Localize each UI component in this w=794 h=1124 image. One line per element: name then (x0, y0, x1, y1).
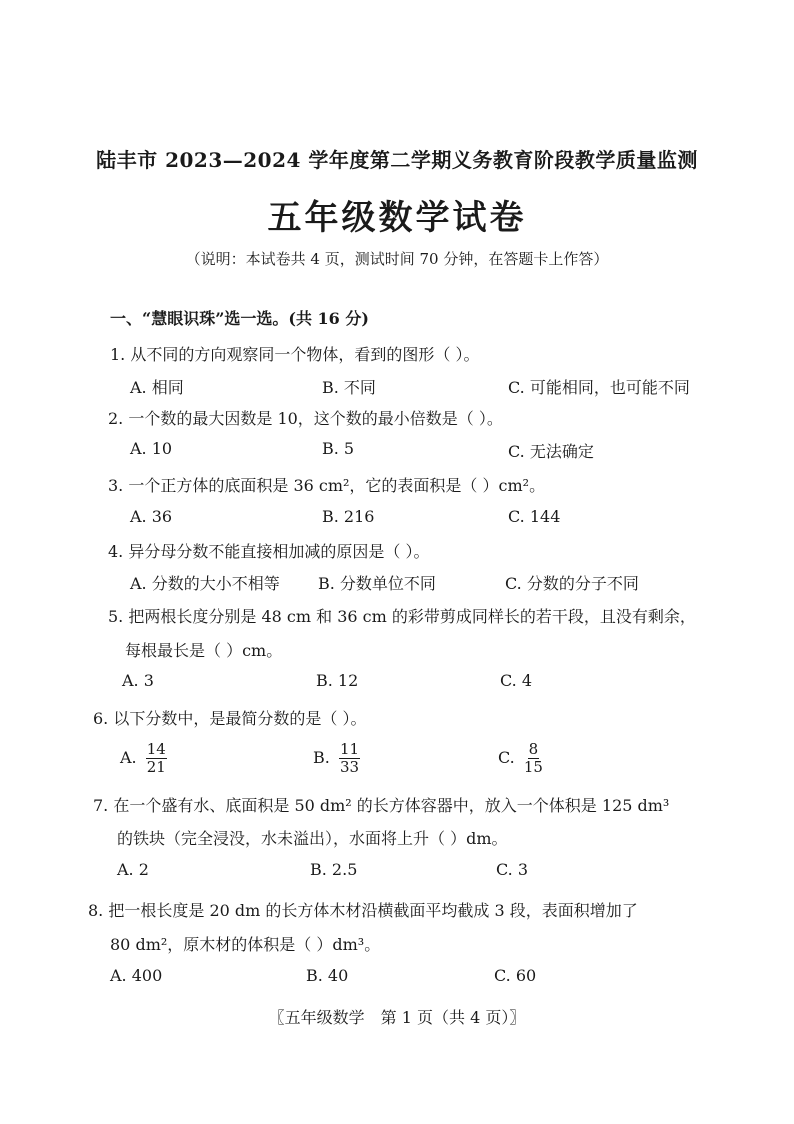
question-7-continued: 的铁块（完全浸没，水未溢出），水面将上升（ ）dm。 (117, 829, 508, 848)
question-8-continued: 80 dm²，原木材的体积是（ ）dm³。 (110, 935, 381, 954)
q4-option-c: C. 分数的分子不同 (505, 574, 639, 593)
q1-option-a: A. 相同 (130, 378, 184, 397)
exam-instructions: （说明：本试卷共 4 页，测试时间 70 分钟，在答题卡上作答） (185, 250, 609, 268)
q7-option-a: A. 2 (117, 860, 149, 879)
question-5-continued: 每根最长是（ ）cm。 (125, 641, 283, 660)
fraction-denominator: 33 (339, 758, 360, 776)
q6-option-a-label: A. (120, 748, 137, 767)
question-6: 6. 以下分数中，是最简分数的是（ ）。 (93, 709, 367, 728)
q6-option-b (313, 741, 360, 776)
q6-option-b-fraction (339, 741, 360, 776)
question-3: 3. 一个正方体的底面积是 36 cm²，它的表面积是（ ）cm²。 (108, 476, 546, 495)
q4-option-a: A. 分数的大小不相等 (130, 574, 280, 593)
fraction-denominator: 21 (146, 758, 166, 776)
q6-option-c (498, 741, 543, 776)
fraction-numerator: 11 (339, 740, 360, 758)
section-heading: 一、“慧眼识珠”选一选。(共 16 分) (110, 309, 369, 328)
question-1: 1. 从不同的方向观察同一个物体，看到的图形（ ）。 (110, 345, 480, 364)
q5-option-c: C. 4 (500, 671, 533, 690)
q6-option-a (120, 741, 167, 776)
question-8: 8. 把一根长度是 20 dm 的长方体木材沿横截面平均截成 3 段，表面积增加了 (88, 901, 638, 920)
q6-option-c-label: C. (498, 748, 515, 767)
q2-option-a: A. 10 (130, 439, 173, 458)
q3-option-a: A. 36 (130, 507, 173, 526)
q3-option-b: B. 216 (322, 507, 375, 526)
fraction-numerator: 8 (528, 740, 539, 758)
question-7: 7. 在一个盛有水、底面积是 50 dm² 的长方体容器中，放入一个体积是 125 dm³ (93, 796, 670, 815)
exam-title: 五年级数学试卷 (267, 198, 527, 238)
question-5: 5. 把两根长度分别是 48 cm 和 36 cm 的彩带剪成同样长的若干段，且没有剩余， (108, 607, 696, 626)
q8-option-c: C. 60 (494, 966, 537, 985)
q2-option-b: B. 5 (322, 439, 355, 458)
q7-option-b: B. 2.5 (310, 860, 358, 879)
q5-option-a: A. 3 (122, 671, 154, 690)
page-footer: 〖五年级数学 第 1 页（共 4 页）〗 (268, 1008, 526, 1027)
q4-option-b: B. 分数单位不同 (318, 574, 436, 593)
exam-header-line: 陆丰市 2023—2024 学年度第二学期义务教育阶段教学质量监测 (96, 148, 698, 172)
q6-option-b-label: B. (313, 748, 330, 767)
fraction-denominator: 15 (523, 758, 543, 776)
q8-option-a: A. 400 (110, 966, 163, 985)
q2-option-c: C. 无法确定 (508, 442, 594, 461)
fraction-numerator: 14 (146, 740, 166, 758)
question-2: 2. 一个数的最大因数是 10，这个数的最小倍数是（ ）。 (108, 409, 503, 428)
q1-option-c: C. 可能相同，也可能不同 (508, 378, 690, 397)
question-4: 4. 异分母分数不能直接相加减的原因是（ ）。 (108, 542, 430, 561)
q8-option-b: B. 40 (306, 966, 349, 985)
q5-option-b: B. 12 (316, 671, 359, 690)
q3-option-c: C. 144 (508, 507, 561, 526)
q7-option-c: C. 3 (496, 860, 529, 879)
q6-option-c-fraction (524, 741, 543, 776)
q6-option-a-fraction (146, 741, 167, 776)
q1-option-b: B. 不同 (322, 378, 376, 397)
